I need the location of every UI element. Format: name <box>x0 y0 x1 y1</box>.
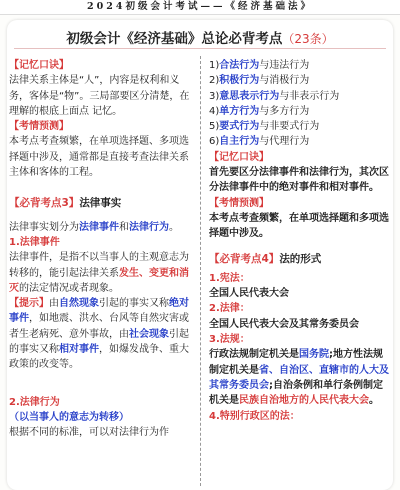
forecast-text: 本考点考查频繁，在单项选择题、多项选择题中涉及，通常都是直接考查法律关系主体和客体的工程。 <box>9 136 189 179</box>
form-sar-heading: 4.特别行政区的法： <box>209 410 300 422</box>
list-item: 1)合法行为与违法行为 <box>209 60 310 71</box>
event-heading: 1.法律事件 <box>9 236 60 248</box>
memo-tag: 【记忆口诀】 <box>9 60 69 71</box>
list-item: 5)要式行为与非要式行为 <box>209 121 320 133</box>
tip-text: 【提示】由自然现象引起的事实又称绝对事件，如地震、洪水、台风等自然灾害或者生老病死、意外事故，由社会现象引起的事实又称相对事件，如爆发战争、重大政策的改变等。 <box>9 298 189 371</box>
form-constitution-text: 全国人民代表大会 <box>209 288 289 300</box>
fact-intro: 法律事实划分为法律事件和法律行为。 <box>9 221 179 233</box>
act-subheading: （以当事人的意志为转移） <box>9 411 129 423</box>
column-divider <box>200 56 201 486</box>
top-banner <box>0 0 400 15</box>
page-title: 初级会计《经济基础》总论必背考点（23条） <box>66 31 334 47</box>
memo-tag: 【记忆口诀】 <box>209 151 269 163</box>
act-heading: 2.法律行为 <box>9 396 60 408</box>
list-item: 3)意思表示行为与非表示行为 <box>209 90 340 102</box>
title-count: （23条） <box>282 32 334 46</box>
left-column <box>9 58 195 441</box>
title-divider <box>14 48 386 49</box>
memo-text: 法律关系主体是“人”，内容是权利和义务，客体是“物”。三局部要区分清楚，在理解的根底上面点 记忆。 <box>9 75 190 117</box>
list-item: 2)积极行为与消极行为 <box>209 75 310 87</box>
form-regulation-text: 行政法规制定机关是国务院;地方性法规制定机关是省、自治区、直辖市的人大及其常务委员会;自治条例和单行条例制定机关是民族自治地方的人民代表大会。 <box>209 349 389 407</box>
forecast-text: 本考点考查频繁，在单项选择题和多项选择题中涉及。 <box>209 212 389 240</box>
list-item: 4)单方行为与多方行为 <box>209 105 310 117</box>
banner-text: 2024初级会计考试——《经济基础法》 <box>87 1 313 12</box>
form-regulation-heading: 3.法规： <box>209 334 250 346</box>
forecast-tag: 【考情预测】 <box>209 197 269 209</box>
form-law-heading: 2.法律： <box>209 303 250 315</box>
form-constitution-heading: 1.宪法： <box>209 272 250 284</box>
forecast-tag: 【考情预测】 <box>9 121 69 133</box>
point3-heading: 【必背考点3】法律事实 <box>9 197 122 210</box>
form-law-text: 全国人民代表大会及其常务委员会 <box>209 318 359 330</box>
act-text: 根据不同的标准，可以对法律行为作 <box>9 427 169 439</box>
list-item: 6)自主行为与代理行为 <box>209 136 310 148</box>
right-column <box>209 58 391 424</box>
event-text: 法律事件，是指不以当事人的主观意志为转移的，能引起法律关系发生、变更和消灭的法定情况或者现象。 <box>9 252 189 294</box>
point4-heading: 【必背考点4】法的形式 <box>209 252 322 265</box>
memo-text: 首先要区分法律事件和法律行为，其次区分法律事件中的绝对事件和相对事件。 <box>209 167 389 194</box>
